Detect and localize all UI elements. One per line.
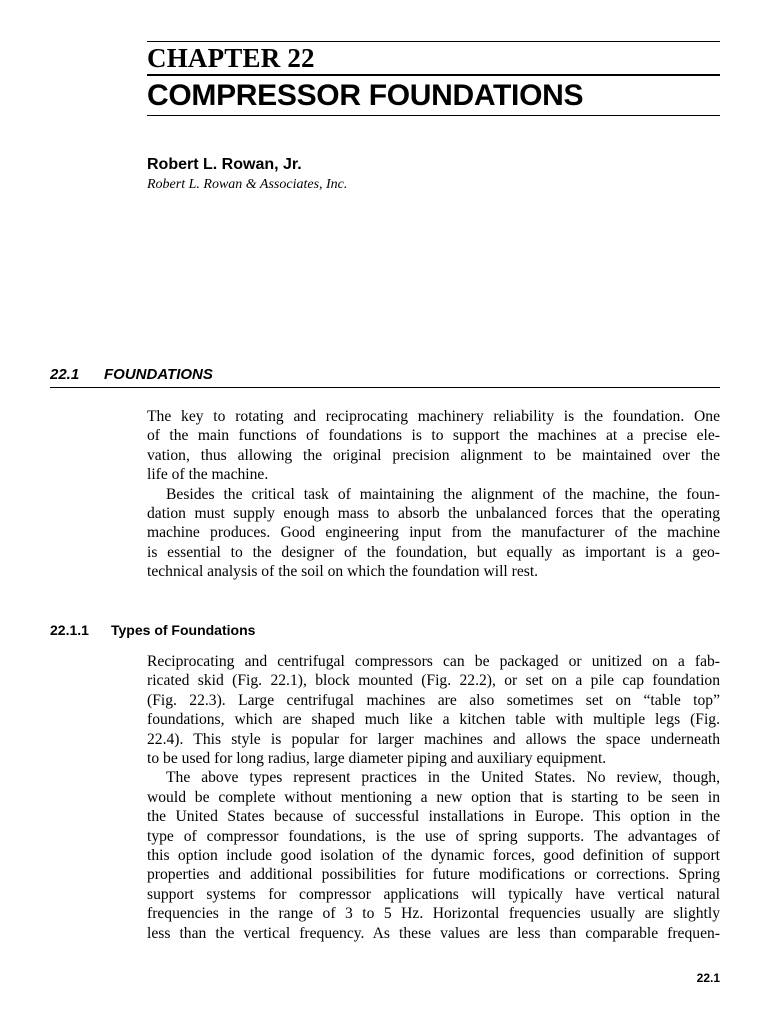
- subsection-number: 22.1.1: [50, 622, 89, 638]
- section-rule: [50, 387, 720, 388]
- text-line: to be used for long radius, large diameter piping and auxiliary equipment.: [147, 750, 607, 768]
- text-line: The key to rotating and reciprocating machinery reliability is the foundation. One: [147, 408, 720, 425]
- text-line: ricated skid (Fig. 22.1), block mounted (Fig. 22.2), or set on a pile cap foundation: [147, 672, 720, 690]
- text-line: (Fig. 22.3). Large centrifugal machines are also sometimes set on “table top”: [147, 691, 720, 709]
- section-body: [147, 407, 720, 582]
- text-line: life of the machine.: [147, 466, 269, 484]
- text-line: less than the vertical frequency. As these values are less than comparable frequen-: [147, 924, 720, 942]
- text-line: this option include good isolation of the dynamic forces, good definition of support: [147, 847, 720, 865]
- text-line: technical analysis of the soil on which the foundation will rest.: [147, 563, 539, 581]
- text-line: type of compressor foundations, is the use of spring supports. The advantages of: [147, 827, 720, 845]
- author-name: Robert L. Rowan, Jr.: [147, 156, 302, 173]
- chapter-label: CHAPTER 22: [147, 43, 315, 73]
- text-line: would be complete without mentioning a new option that is starting to be seen in: [147, 788, 720, 806]
- page-number: 22.1: [696, 971, 720, 985]
- text-line: 22.4). This style is popular for larger machines and allows the space underneath: [147, 730, 720, 748]
- text-line: of the main functions of foundations is to support the machines at a precise ele-: [147, 427, 720, 445]
- text-line: frequencies in the range of 3 to 5 Hz. Horizontal frequencies usually are slightly: [147, 905, 720, 923]
- subsection-heading: [50, 621, 255, 639]
- text-line: properties and additional possibilities for future modifications or corrections. Spring: [147, 866, 720, 884]
- text-line: vation, thus allowing the original precision alignment to be maintained over the: [147, 446, 720, 464]
- section-number: 22.1: [50, 366, 80, 383]
- text-line: foundations, which are shaped much like a kitchen table with multiple legs (Fig.: [147, 711, 720, 729]
- text-line: support systems for compressor applications will typically have vertical natural: [147, 885, 720, 903]
- text-line: machine produces. Good engineering input from the manufacturer of the machine: [147, 524, 720, 542]
- text-line: dation must supply enough mass to absorb the unbalanced forces that the operating: [147, 505, 720, 523]
- text-line: the United States because of successful installations in Europe. This option in the: [147, 808, 720, 826]
- text-line: is essential to the designer of the foundation, but equally as important is a geo-: [147, 543, 720, 561]
- text-line: Reciprocating and centrifugal compressors can be packaged or unitized on a fab-: [147, 653, 720, 670]
- subsection-title: Types of Foundations: [111, 622, 256, 638]
- chapter-top-rule: [147, 41, 720, 42]
- text-line: Besides the critical task of maintaining the alignment of the machine, the foun-: [166, 485, 720, 503]
- section-heading: [50, 366, 213, 384]
- section-title: FOUNDATIONS: [104, 366, 213, 383]
- chapter-middle-rule: [147, 74, 720, 76]
- text-line: The above types represent practices in the United States. No review, though,: [166, 769, 720, 787]
- chapter-title: COMPRESSOR FOUNDATIONS: [147, 79, 584, 112]
- subsection-body: [147, 652, 720, 943]
- author-affiliation: Robert L. Rowan & Associates, Inc.: [147, 177, 348, 192]
- chapter-bottom-rule: [147, 115, 720, 116]
